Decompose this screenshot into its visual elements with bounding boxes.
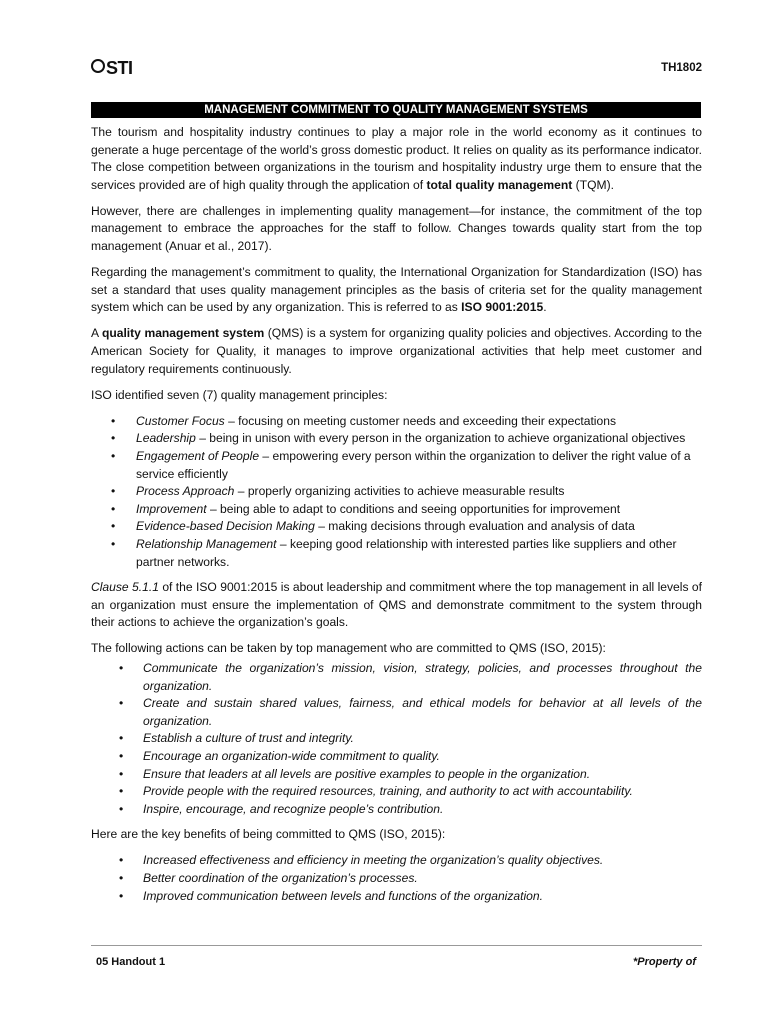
paragraph-principles-intro: ISO identified seven (7) quality management principles: xyxy=(91,387,388,402)
footer-handout-label: 05 Handout 1 xyxy=(96,956,166,968)
sti-logo: STI xyxy=(91,58,133,79)
paragraph-challenges: However, there are challenges in implementing quality management—for instance, the commitment of the top management to embrace the approaches for the staff to follow. Changes towards quality start from the top management (Anuar et al., 2017). xyxy=(91,203,702,254)
footer-property-label: *Property of xyxy=(633,956,696,968)
document-code: TH1802 xyxy=(661,62,702,74)
actions-list xyxy=(91,660,702,818)
clause-reference: Clause 5.1.1 xyxy=(91,580,159,595)
list-item: • Leadership – being in unison with every person in the organization to achieve organizational objectives xyxy=(91,430,702,448)
section-title: MANAGEMENT COMMITMENT TO QUALITY MANAGEMENT SYSTEMS xyxy=(91,102,701,118)
list-item: • Establish a culture of trust and integrity. xyxy=(91,730,702,748)
paragraph-iso: Regarding the management’s commitment to quality, the International Organization for Standardization (ISO) has set a standard that uses quality management principles as the basis of criteria set for the quality management system which can be used by any organization. This is referred to as ISO 9001:2015. xyxy=(91,265,702,315)
list-item: • Encourage an organization-wide commitment to quality. xyxy=(91,748,702,766)
list-item: • Inspire, encourage, and recognize people’s contribution. xyxy=(91,801,702,819)
benefits-list xyxy=(91,852,702,905)
list-item: • Evidence-based Decision Making – making decisions through evaluation and analysis of data xyxy=(91,518,702,536)
paragraph-qms: A quality management system (QMS) is a system for organizing quality policies and objectives. According to the American Society for Quality, it manages to improve organizational activities that help meet customer and regulatory requirements continuously. xyxy=(91,326,702,376)
list-item: • Relationship Management – keeping good relationship with interested parties like suppliers and other partner networks. xyxy=(91,536,702,571)
paragraph-actions-intro: The following actions can be taken by top management who are committed to QMS (ISO, 2015): xyxy=(91,641,606,656)
iso-standard-term: ISO 9001:2015 xyxy=(461,300,544,315)
paragraph-intro: The tourism and hospitality industry continues to play a major role in the world economy as it continues to generate a huge percentage of the world’s gross domestic product. It relies on quality as its performance indicator. The close competition between organizations in the tourism and hospitality industry urge them to ensure that the services provided are of high quality through the application of total quality management (TQM). xyxy=(91,125,702,192)
list-item: • Improved communication between levels and functions of the organization. xyxy=(91,888,702,906)
list-item: • Process Approach – properly organizing activities to achieve measurable results xyxy=(91,483,702,501)
document-body xyxy=(91,124,702,913)
logo-circle-icon xyxy=(91,59,105,73)
paragraph-benefits-intro: Here are the key benefits of being committed to QMS (ISO, 2015): xyxy=(91,827,446,842)
list-item: • Ensure that leaders at all levels are positive examples to people in the organization. xyxy=(91,766,702,784)
list-item: • Increased effectiveness and efficiency in meeting the organization’s quality objectives. xyxy=(91,852,702,870)
list-item: • Customer Focus – focusing on meeting customer needs and exceeding their expectations xyxy=(91,413,702,431)
principles-list xyxy=(91,413,702,571)
list-item: • Provide people with the required resources, training, and authority to act with accountability. xyxy=(91,783,702,801)
paragraph-clause: Clause 5.1.1 of the ISO 9001:2015 is about leadership and commitment where the top management in all levels of an organization must ensure the implementation of QMS and demonstrate commitment to the system through their actions to achieve the organization’s goals. xyxy=(91,580,702,630)
footer-divider xyxy=(91,945,702,946)
list-item: • Communicate the organization’s mission, vision, strategy, policies, and processes throughout the organization. xyxy=(91,660,702,695)
qms-term: quality management system xyxy=(101,326,265,341)
list-item: • Engagement of People – empowering every person within the organization to deliver the right value of a service efficiently xyxy=(91,448,702,483)
list-item: • Create and sustain shared values, fairness, and ethical models for behavior at all levels of the organization. xyxy=(91,695,702,730)
list-item: • Better coordination of the organization’s processes. xyxy=(91,870,702,888)
tqm-term: total quality management xyxy=(426,177,573,192)
list-item: • Improvement – being able to adapt to conditions and seeing opportunities for improvement xyxy=(91,501,702,519)
